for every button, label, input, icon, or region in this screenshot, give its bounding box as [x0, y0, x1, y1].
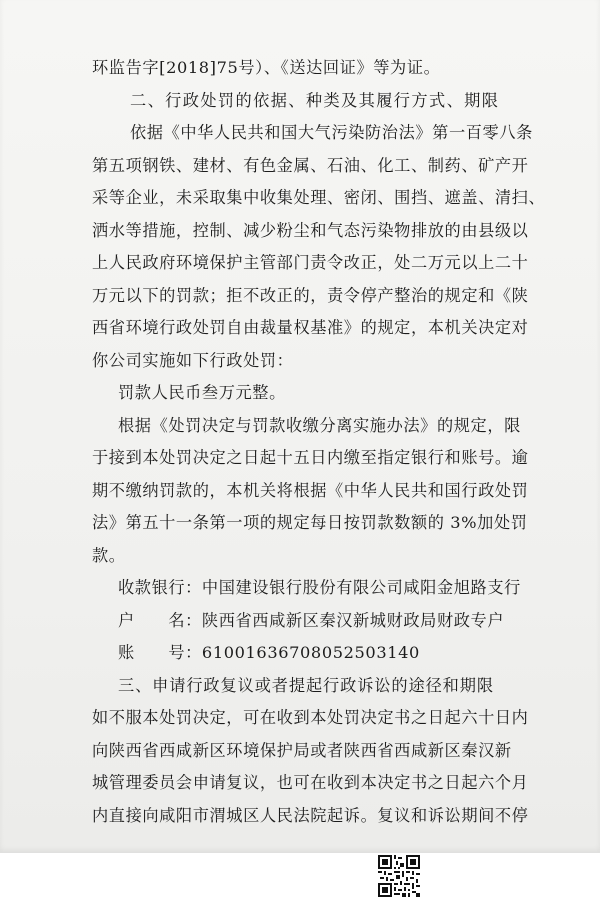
section-heading-2: 二、行政处罚的依据、种类及其履行方式、期限	[130, 90, 500, 110]
bank-name: 收款银行：中国建设银行股份有限公司咸阳金旭路支行	[118, 578, 521, 597]
text-line-10: 你公司实施如下行政处罚：	[92, 350, 294, 370]
account-number: 账 号：61001636708052503140	[118, 643, 420, 662]
section-heading-3: 三、申请行政复议或者提起行政诉讼的途径和期限	[118, 675, 494, 695]
text-line-9: 西省环境行政处罚自由裁量权基准》的规定，本机关决定对	[92, 318, 529, 337]
text-line-23: 城管理委员会申请复议，也可在收到本决定书之日起六个月	[92, 773, 529, 792]
text-line-12: 根据《处罚决定与罚款收缴分离实施办法》的规定，限	[118, 415, 521, 435]
text-line-8: 万元以下的罚款；拒不改正的，责令停产整治的规定和《陕	[92, 285, 529, 305]
text-line-13: 于接到本处罚决定之日起十五日内缴至指定银行和账号。逾	[92, 448, 529, 467]
text-line-16: 款。	[92, 545, 126, 565]
qr-code	[378, 855, 420, 897]
text-line-21: 如不服本处罚决定，可在收到本处罚决定书之日起六十日内	[92, 708, 529, 727]
text-line-1: 环监告字[2018]75号）、《送达回证》等为证。	[92, 58, 441, 77]
qr-code-image	[378, 855, 420, 897]
text-line-5: 采等企业，未采取集中收集处理、密闭、围挡、遮盖、清扫、	[92, 188, 546, 207]
text-line-3: 依据《中华人民共和国大气污染防治法》第一百零八条	[130, 123, 533, 142]
text-line-6: 洒水等措施，控制、减少粉尘和气态污染物排放的由县级以	[92, 220, 529, 240]
text-line-7: 上人民政府环境保护主管部门责令改正，处二万元以上二十	[92, 253, 529, 272]
text-line-15: 法》第五十一条第一项的规定每日按罚款数额的 3%加处罚	[92, 513, 528, 532]
fine-amount: 罚款人民币叁万元整。	[118, 383, 286, 402]
account-holder: 户 名：陕西省西咸新区秦汉新城财政局财政专户	[118, 610, 505, 630]
text-line-24: 内直接向咸阳市渭城区人民法院起诉。复议和诉讼期间不停	[92, 805, 529, 825]
text-line-4: 第五项钢铁、建材、有色金属、石油、化工、制药、矿产开	[92, 155, 529, 175]
text-line-22: 向陕西省西咸新区环境保护局或者陕西省西咸新区秦汉新	[92, 740, 512, 760]
text-line-14: 期不缴纳罚款的，本机关将根据《中华人民共和国行政处罚	[92, 480, 529, 500]
